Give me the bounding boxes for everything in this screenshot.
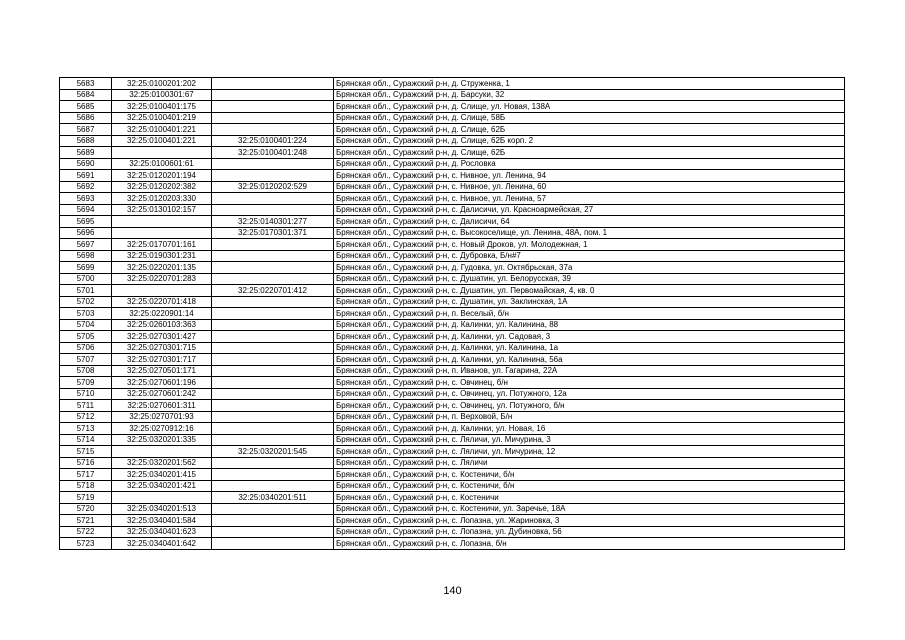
cadastral-number-cell: 32:25:0340201:421 [112,480,212,492]
cadastral-number-cell: 32:25:0220901:14 [112,308,212,320]
address-cell: Брянская обл., Суражский р-н, д. Слище, ул. Новая, 138А [334,101,845,113]
address-cell: Брянская обл., Суражский р-н, д. Слище, 58Б [334,112,845,124]
cadastral-number-cell: 32:25:0120202:382 [112,181,212,193]
row-number-cell: 5715 [60,446,112,458]
related-cadastral-number-cell [212,296,334,308]
related-cadastral-number-cell [212,273,334,285]
related-cadastral-number-cell [212,515,334,527]
table-row [60,204,845,216]
cadastral-number-cell: 32:25:0270301:717 [112,354,212,366]
table-row [60,170,845,182]
related-cadastral-number-cell [212,319,334,331]
address-cell: Брянская обл., Суражский р-н, д. Слище, 62Б [334,147,845,159]
address-cell: Брянская обл., Суражский р-н, с. Душатин, ул. Белорусская, 39 [334,273,845,285]
related-cadastral-number-cell [212,101,334,113]
cadastral-number-cell: 32:25:0190301:231 [112,250,212,262]
address-cell: Брянская обл., Суражский р-н, д. Слище, 62Б корп. 2 [334,135,845,147]
cadastral-number-cell: 32:25:0260103:363 [112,319,212,331]
cadastral-number-cell: 32:25:0340201:415 [112,469,212,481]
cadastral-number-cell: 32:25:0100401:221 [112,135,212,147]
cadastral-number-cell: 32:25:0270912:16 [112,423,212,435]
address-cell: Брянская обл., Суражский р-н, с. Далисичи, 64 [334,216,845,228]
table-row [60,480,845,492]
table-row [60,331,845,343]
table-body [60,78,845,550]
table-row [60,492,845,504]
related-cadastral-number-cell [212,480,334,492]
row-number-cell: 5704 [60,319,112,331]
row-number-cell: 5706 [60,342,112,354]
row-number-cell: 5702 [60,296,112,308]
table-row [60,285,845,297]
related-cadastral-number-cell [212,239,334,251]
related-cadastral-number-cell [212,503,334,515]
cadastral-number-cell: 32:25:0220201:135 [112,262,212,274]
address-cell: Брянская обл., Суражский р-н, д. Калинки, ул. Калинина, 88 [334,319,845,331]
cadastral-number-cell [112,227,212,239]
table-row [60,250,845,262]
address-cell: Брянская обл., Суражский р-н, с. Лопазна, ул. Дубиновка, 56 [334,526,845,538]
related-cadastral-number-cell [212,377,334,389]
table-row [60,124,845,136]
related-cadastral-number-cell [212,331,334,343]
row-number-cell: 5684 [60,89,112,101]
address-cell: Брянская обл., Суражский р-н, с. Душатин, ул. Первомайская, 4, кв. 0 [334,285,845,297]
address-cell: Брянская обл., Суражский р-н, д. Барсуки, 32 [334,89,845,101]
related-cadastral-number-cell [212,365,334,377]
address-cell: Брянская обл., Суражский р-н, с. Лопазна, б/н [334,538,845,550]
address-cell: Брянская обл., Суражский р-н, д. Рословка [334,158,845,170]
related-cadastral-number-cell [212,400,334,412]
table-row [60,388,845,400]
address-cell: Брянская обл., Суражский р-н, с. Костеничи, ул. Заречье, 18А [334,503,845,515]
table-row [60,423,845,435]
table-row [60,411,845,423]
row-number-cell: 5723 [60,538,112,550]
related-cadastral-number-cell [212,250,334,262]
row-number-cell: 5710 [60,388,112,400]
row-number-cell: 5699 [60,262,112,274]
cadastral-number-cell: 32:25:0320201:562 [112,457,212,469]
cadastral-number-cell: 32:25:0120203:330 [112,193,212,205]
related-cadastral-number-cell [212,170,334,182]
related-cadastral-number-cell [212,124,334,136]
cadastral-number-cell: 32:25:0270601:311 [112,400,212,412]
table-row [60,469,845,481]
cadastral-number-cell: 32:25:0270601:242 [112,388,212,400]
address-cell: Брянская обл., Суражский р-н, с. Высокоселище, ул. Ленина, 48А, пом. 1 [334,227,845,239]
cadastral-number-cell: 32:25:0340401:584 [112,515,212,527]
row-number-cell: 5685 [60,101,112,113]
cadastral-number-cell: 32:25:0340201:513 [112,503,212,515]
table-row [60,365,845,377]
cadastral-number-cell [112,285,212,297]
related-cadastral-number-cell: 32:25:0120202:529 [212,181,334,193]
related-cadastral-number-cell [212,262,334,274]
related-cadastral-number-cell [212,538,334,550]
table-row [60,400,845,412]
related-cadastral-number-cell: 32:25:0170301:371 [212,227,334,239]
row-number-cell: 5722 [60,526,112,538]
cadastral-number-cell: 32:25:0340401:623 [112,526,212,538]
row-number-cell: 5711 [60,400,112,412]
row-number-cell: 5689 [60,147,112,159]
address-cell: Брянская обл., Суражский р-н, с. Далисичи, ул. Красноармейская, 27 [334,204,845,216]
cadastral-number-cell: 32:25:0100201:202 [112,78,212,90]
table-row [60,354,845,366]
table-row [60,216,845,228]
table-row [60,101,845,113]
row-number-cell: 5713 [60,423,112,435]
address-cell: Брянская обл., Суражский р-н, с. Ляличи, ул. Мичурина, 3 [334,434,845,446]
table-row [60,319,845,331]
address-cell: Брянская обл., Суражский р-н, с. Нивное, ул. Ленина, 94 [334,170,845,182]
address-cell: Брянская обл., Суражский р-н, с. Овчинец, ул. Потужного, б/н [334,400,845,412]
address-cell: Брянская обл., Суражский р-н, д. Калинки, ул. Новая, 16 [334,423,845,435]
related-cadastral-number-cell: 32:25:0340201:511 [212,492,334,504]
cadastral-number-cell: 32:25:0100401:219 [112,112,212,124]
cadastral-number-cell [112,216,212,228]
table-row [60,434,845,446]
row-number-cell: 5712 [60,411,112,423]
row-number-cell: 5714 [60,434,112,446]
table-row [60,515,845,527]
address-cell: Брянская обл., Суражский р-н, д. Калинки, ул. Калинина, 56а [334,354,845,366]
table-row [60,193,845,205]
cadastral-number-cell: 32:25:0130102:157 [112,204,212,216]
row-number-cell: 5701 [60,285,112,297]
table-row [60,342,845,354]
address-cell: Брянская обл., Суражский р-н, с. Ляличи, ул. Мичурина, 12 [334,446,845,458]
table-row [60,296,845,308]
cadastral-number-cell: 32:25:0100401:175 [112,101,212,113]
related-cadastral-number-cell: 32:25:0140301:277 [212,216,334,228]
related-cadastral-number-cell [212,204,334,216]
row-number-cell: 5718 [60,480,112,492]
cadastral-number-cell: 32:25:0100401:221 [112,124,212,136]
cadastral-number-cell [112,147,212,159]
row-number-cell: 5693 [60,193,112,205]
row-number-cell: 5691 [60,170,112,182]
related-cadastral-number-cell [212,526,334,538]
table-row [60,457,845,469]
related-cadastral-number-cell [212,469,334,481]
table-row [60,227,845,239]
page-number: 140 [443,585,462,597]
address-cell: Брянская обл., Суражский р-н, д. Слище, 62Б [334,124,845,136]
cadastral-number-cell: 32:25:0270601:196 [112,377,212,389]
address-cell: Брянская обл., Суражский р-н, д. Калинки, ул. Садовая, 3 [334,331,845,343]
cadastral-number-cell: 32:25:0270301:427 [112,331,212,343]
related-cadastral-number-cell: 32:25:0320201:545 [212,446,334,458]
row-number-cell: 5700 [60,273,112,285]
table-row [60,262,845,274]
related-cadastral-number-cell [212,388,334,400]
row-number-cell: 5707 [60,354,112,366]
row-number-cell: 5717 [60,469,112,481]
row-number-cell: 5686 [60,112,112,124]
table-row [60,135,845,147]
related-cadastral-number-cell [212,434,334,446]
row-number-cell: 5695 [60,216,112,228]
address-cell: Брянская обл., Суражский р-н, с. Душатин, ул. Заклинская, 1А [334,296,845,308]
table-row [60,78,845,90]
cadastral-number-cell: 32:25:0340401:642 [112,538,212,550]
cadastral-number-cell: 32:25:0220701:283 [112,273,212,285]
cadastral-number-cell: 32:25:0270701:93 [112,411,212,423]
row-number-cell: 5696 [60,227,112,239]
address-cell: Брянская обл., Суражский р-н, п. Верховой, Б/н [334,411,845,423]
address-cell: Брянская обл., Суражский р-н, д. Калинки, ул. Калинина, 1а [334,342,845,354]
address-cell: Брянская обл., Суражский р-н, с. Лопазна, ул. Жариновка, 3 [334,515,845,527]
related-cadastral-number-cell [212,78,334,90]
table-row [60,158,845,170]
cadastral-number-cell: 32:25:0270501:171 [112,365,212,377]
row-number-cell: 5716 [60,457,112,469]
address-cell: Брянская обл., Суражский р-н, с. Нивное, ул. Ленина, 60 [334,181,845,193]
address-cell: Брянская обл., Суражский р-н, с. Ляличи [334,457,845,469]
address-cell: Брянская обл., Суражский р-н, п. Иванов, ул. Гагарина, 22А [334,365,845,377]
row-number-cell: 5694 [60,204,112,216]
address-cell: Брянская обл., Суражский р-н, д. Гудовка, ул. Октябрьская, 37а [334,262,845,274]
cadastral-number-cell: 32:25:0100601:61 [112,158,212,170]
related-cadastral-number-cell [212,354,334,366]
related-cadastral-number-cell [212,411,334,423]
row-number-cell: 5719 [60,492,112,504]
address-cell: Брянская обл., Суражский р-н, с. Костеничи, б/н [334,480,845,492]
related-cadastral-number-cell: 32:25:0220701:412 [212,285,334,297]
address-cell: Брянская обл., Суражский р-н, с. Костеничи [334,492,845,504]
row-number-cell: 5692 [60,181,112,193]
cadastral-table [59,77,845,550]
cadastral-number-cell: 32:25:0270301:715 [112,342,212,354]
table-row [60,538,845,550]
row-number-cell: 5683 [60,78,112,90]
row-number-cell: 5688 [60,135,112,147]
address-cell: Брянская обл., Суражский р-н, с. Костеничи, б/н [334,469,845,481]
row-number-cell: 5697 [60,239,112,251]
row-number-cell: 5690 [60,158,112,170]
related-cadastral-number-cell [212,308,334,320]
table-row [60,377,845,389]
row-number-cell: 5703 [60,308,112,320]
row-number-cell: 5720 [60,503,112,515]
table-row [60,239,845,251]
table-row [60,273,845,285]
document-table-container [59,77,844,550]
table-row [60,526,845,538]
cadastral-number-cell: 32:25:0120201:194 [112,170,212,182]
table-row [60,112,845,124]
row-number-cell: 5721 [60,515,112,527]
address-cell: Брянская обл., Суражский р-н, п. Веселый, б/н [334,308,845,320]
address-cell: Брянская обл., Суражский р-н, с. Дубровка, Б/н#7 [334,250,845,262]
cadastral-number-cell [112,446,212,458]
table-row [60,89,845,101]
related-cadastral-number-cell: 32:25:0100401:248 [212,147,334,159]
table-row [60,181,845,193]
cadastral-number-cell: 32:25:0170701:161 [112,239,212,251]
related-cadastral-number-cell [212,89,334,101]
cadastral-number-cell: 32:25:0320201:335 [112,434,212,446]
cadastral-number-cell [112,492,212,504]
row-number-cell: 5708 [60,365,112,377]
address-cell: Брянская обл., Суражский р-н, д. Струженка, 1 [334,78,845,90]
address-cell: Брянская обл., Суражский р-н, с. Овчинец, б/н [334,377,845,389]
related-cadastral-number-cell: 32:25:0100401:224 [212,135,334,147]
related-cadastral-number-cell [212,158,334,170]
table-row [60,503,845,515]
address-cell: Брянская обл., Суражский р-н, с. Овчинец, ул. Потужного, 12а [334,388,845,400]
related-cadastral-number-cell [212,112,334,124]
row-number-cell: 5698 [60,250,112,262]
row-number-cell: 5705 [60,331,112,343]
related-cadastral-number-cell [212,423,334,435]
cadastral-number-cell: 32:25:0100301:67 [112,89,212,101]
address-cell: Брянская обл., Суражский р-н, с. Нивное, ул. Ленина, 57 [334,193,845,205]
related-cadastral-number-cell [212,193,334,205]
address-cell: Брянская обл., Суражский р-н, с. Новый Дроков, ул. Молодежная, 1 [334,239,845,251]
table-row [60,446,845,458]
row-number-cell: 5709 [60,377,112,389]
row-number-cell: 5687 [60,124,112,136]
cadastral-number-cell: 32:25:0220701:418 [112,296,212,308]
table-row [60,308,845,320]
related-cadastral-number-cell [212,457,334,469]
table-row [60,147,845,159]
related-cadastral-number-cell [212,342,334,354]
